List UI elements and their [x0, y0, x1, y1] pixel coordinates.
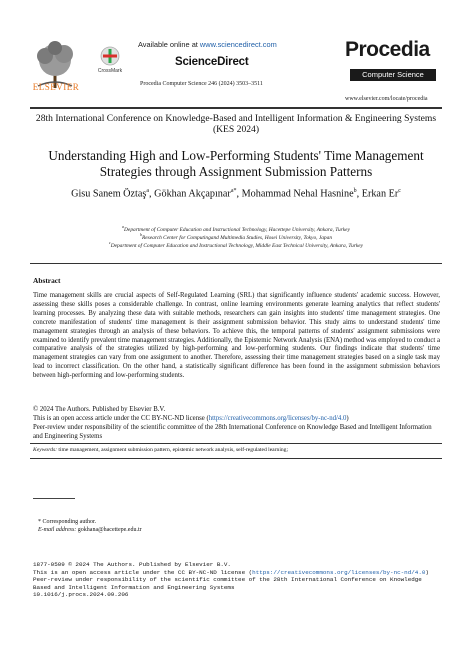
- affiliation-marker: a: [122, 224, 125, 229]
- doi-line[interactable]: 10.1016/j.procs.2024.09.206: [33, 591, 129, 599]
- issn-line: 1877-0509 © 2024 The Authors. Published by Elsevier B.V.: [33, 561, 231, 568]
- procedia-logo-subtitle: Computer Science: [350, 69, 436, 81]
- elsevier-wordmark: ELSEVIER: [32, 82, 80, 92]
- author-affil-marker: b: [353, 188, 357, 194]
- abstract-body: Time management skills are crucial aspects of Self-Regulated Learning (SRL) that significantly influence students' academic success. However, assessing these skills poses a considerable challenge. In contrast, online learning environments generate learning analytics that reflect students' learning processes. By analyzing these data with suitable methods, researchers can gain insights into students' time management strategies. One concrete manifestation of students' time management is their assignment submission behavior. This study aims to understand students' time management strategies through an analysis of these behaviors. To achieve this, the temporal patterns of students' assignment submissions were examined to identify prevalent time management strategies. Additionally, the Epistemic Network Analysis (ENA) method was employed to conduct a comparative analysis of the strategies utilized by high-performing and low-performing students. Our findings indicate that students' time management strategies can vary from one assignment to another. Therefore, assessing their time management strategies based on a single task may lead to incorrect classification. On the other hand, a statistically significant difference has been found in the assignment submission behaviors between high-performing and low-performing students.: [33, 292, 440, 380]
- footer-peer-review: Peer-review under responsibility of the scientific committee of the 28th International Conference on Knowledge Based and Intelligent Information and Engineering Systems: [33, 576, 422, 591]
- crossmark-icon[interactable]: [100, 46, 120, 66]
- license-block: [33, 406, 440, 442]
- email-label: E-mail address:: [38, 527, 77, 534]
- footer-open-access-prefix: This is an open access article under the CC BY-NC-ND license (: [33, 568, 253, 576]
- affiliation-text: Research Center for Computingand Multimedia Studies, Hosei University, Tokyo, Japan: [141, 234, 333, 241]
- procedia-url[interactable]: www.elsevier.com/locate/procedia: [345, 96, 428, 102]
- keywords-label: Keywords:: [33, 447, 58, 453]
- abstract-top-divider: [30, 263, 442, 264]
- author-separator: ,: [236, 188, 242, 200]
- corresponding-author-footnote: [38, 518, 142, 534]
- keywords-text: time management, assignment submission pattern, epistemic network analysis, self-regulated learning;: [57, 447, 289, 453]
- affiliation-marker: c: [108, 240, 111, 245]
- header-divider: [30, 107, 442, 109]
- footnote-divider: [33, 498, 75, 499]
- available-prefix: Available online at: [138, 40, 200, 49]
- crossmark-label: CrossMark: [97, 68, 123, 74]
- license-link[interactable]: https://creativecommons.org/licenses/by-nc-nd/4.0: [208, 414, 347, 422]
- author-name: Erkan Er: [361, 188, 399, 200]
- keywords-top-divider: [30, 443, 442, 444]
- procedia-logo-title: Procedia: [345, 38, 430, 61]
- email-address[interactable]: gokhana@hacettepe.edu.tr: [76, 527, 142, 534]
- copyright-line: © 2024 The Authors. Published by Elsevier B.V.: [33, 406, 166, 413]
- author-separator: ,: [356, 188, 362, 200]
- footer-license-link[interactable]: https://creativecommons.org/licenses/by-nc-nd/4.0: [252, 568, 426, 576]
- author-affil-marker: c: [398, 188, 401, 194]
- paper-title: Understanding High and Low-Performing Students' Time Management Strategies through Assignment Submission Patterns: [48, 148, 424, 179]
- peer-review-line: Peer-review under responsibility of the scientific committee of the 28th International Conference on Knowledge Based and Intelligent Information and Engineering Systems: [33, 423, 432, 440]
- sciencedirect-link[interactable]: www.sciencedirect.com: [199, 40, 277, 49]
- affiliation-text: Department of Computer Education and Instructional Technology, Hacettepe University, Ankara, Turkey: [124, 226, 350, 233]
- sciencedirect-logo: ScienceDirect: [175, 56, 249, 68]
- conference-name: 28th International Conference on Knowledge-Based and Intelligent Information & Engineering Systems (KES 2024): [35, 113, 437, 135]
- available-online-line: [138, 40, 277, 49]
- affiliation-text: Department of Computer Education and Instructional Technology, Middle East Technical University, Ankara, Turkey: [110, 242, 364, 249]
- page-footer: [33, 561, 440, 599]
- keywords-line: [33, 447, 440, 453]
- abstract-heading: Abstract: [33, 276, 61, 285]
- journal-citation: Procedia Computer Science 246 (2024) 3503–3511: [140, 81, 263, 87]
- corresponding-label: * Corresponding author.: [38, 519, 97, 525]
- author-name: Gisu Sanem Öztaş: [71, 188, 147, 200]
- author-name: Gökhan Akçapınar: [154, 188, 231, 200]
- author-list: [30, 188, 442, 199]
- author-separator: ,: [149, 188, 155, 200]
- affiliation-marker: b: [139, 232, 142, 237]
- author-affil-marker: a*: [230, 188, 237, 194]
- email-line: [38, 526, 142, 534]
- footer-open-access-line: [33, 569, 440, 577]
- open-access-prefix: This is an open access article under the CC BY-NC-ND license (: [33, 414, 209, 422]
- open-access-line: [33, 415, 440, 424]
- author-name: Mohammad Nehal Hasnine: [241, 188, 354, 200]
- footer-open-access-suffix: ): [425, 568, 429, 576]
- author-affil-marker: a: [146, 188, 150, 194]
- open-access-suffix: ): [346, 414, 349, 422]
- affiliation-c: [30, 239, 442, 251]
- keywords-bottom-divider: [30, 458, 442, 459]
